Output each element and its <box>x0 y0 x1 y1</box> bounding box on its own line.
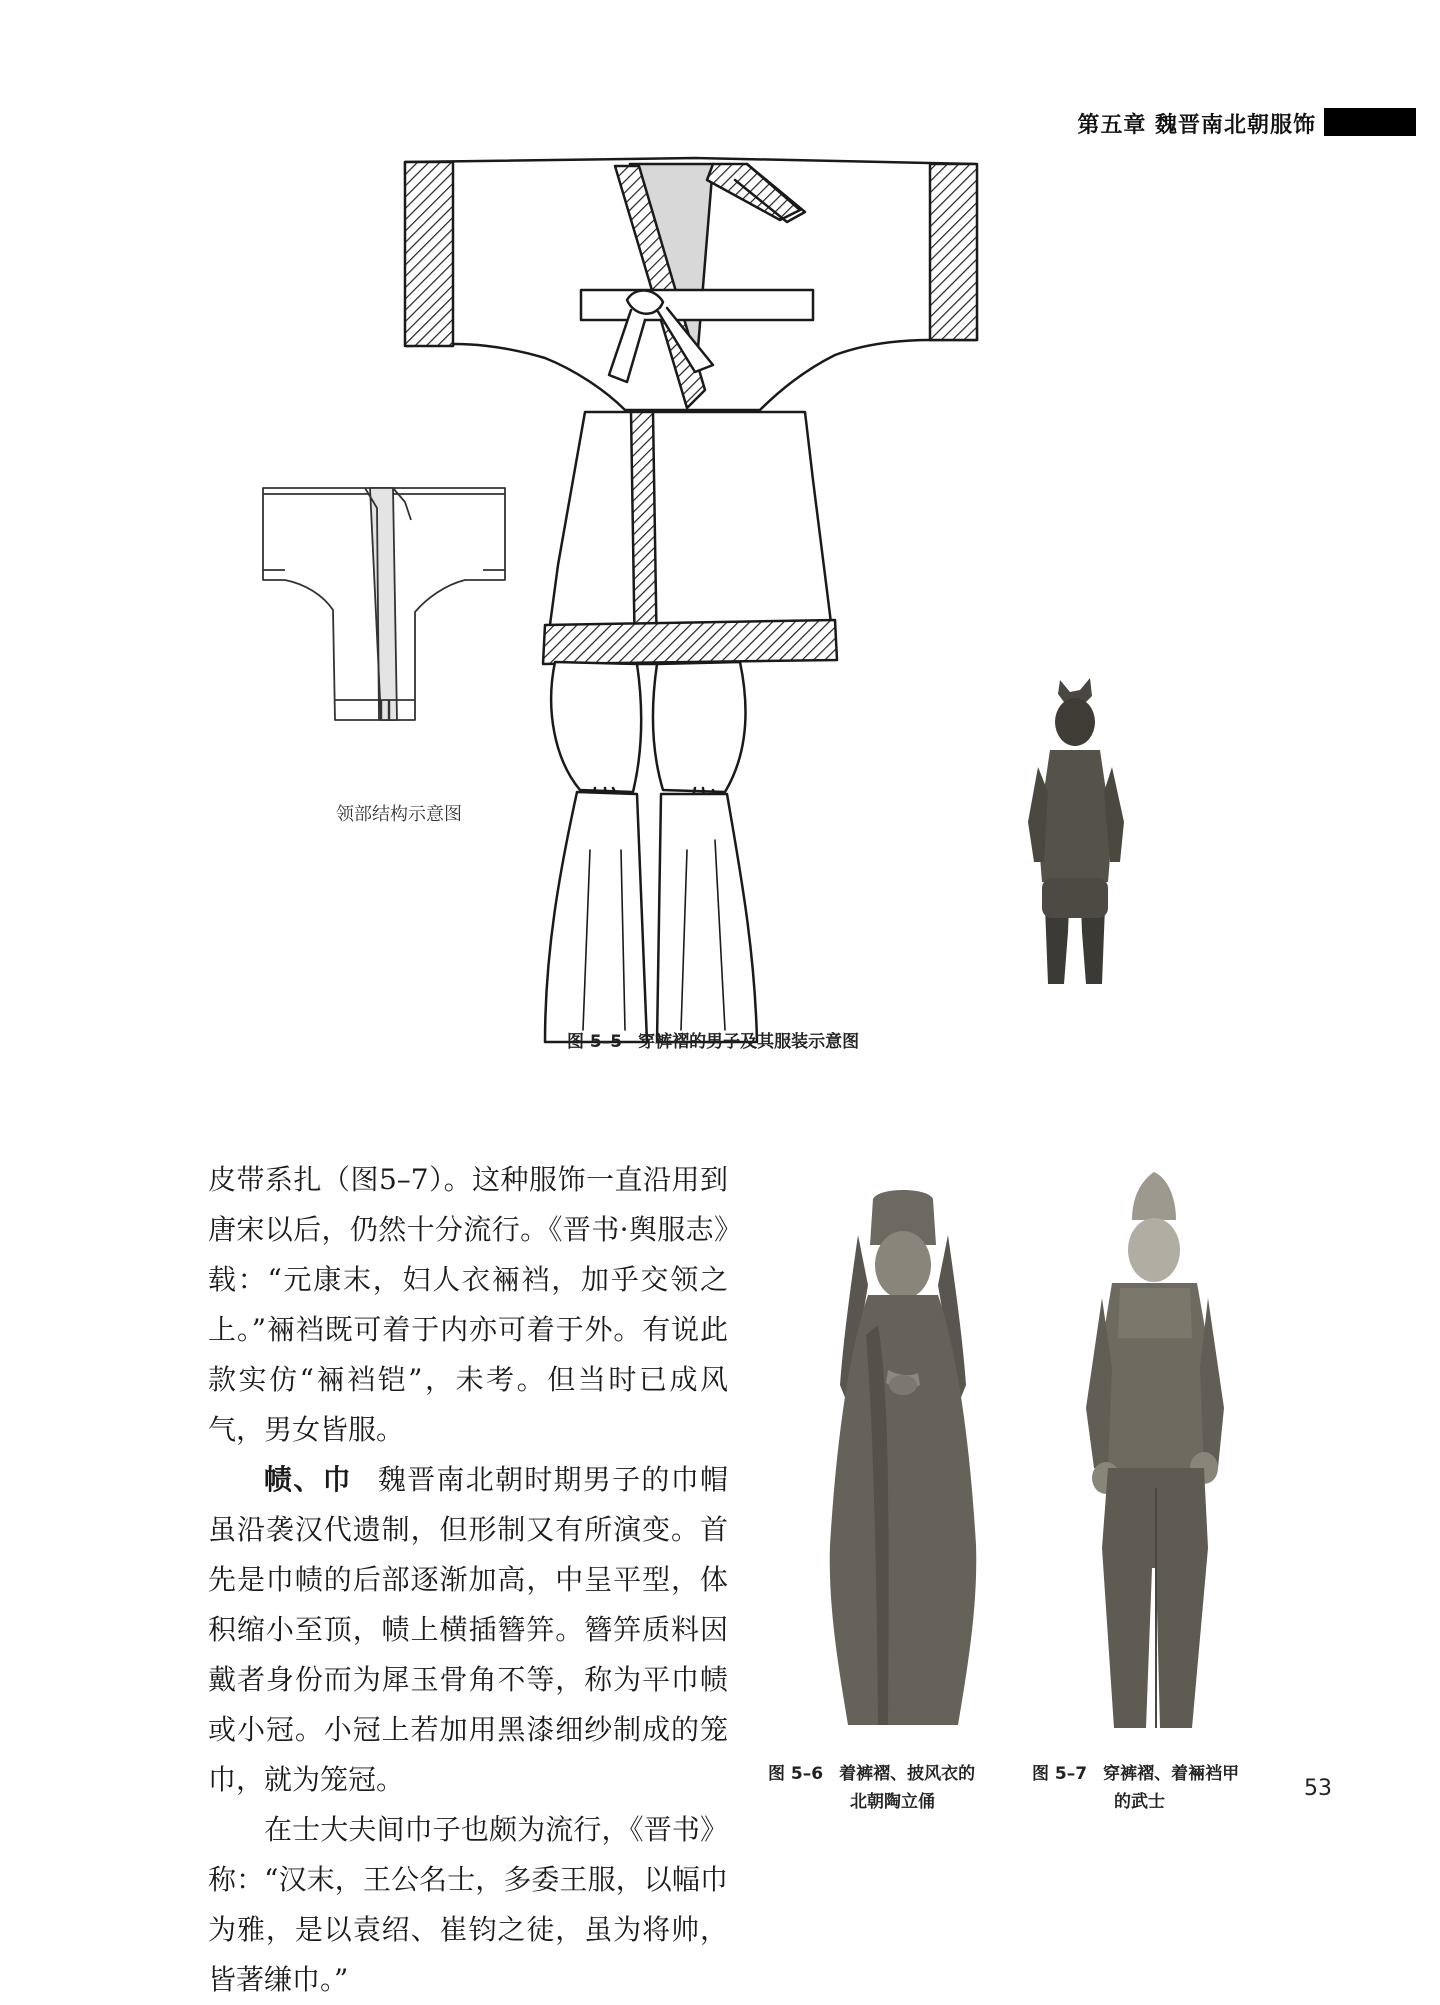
figure-5-6-line2: 北朝陶立俑 <box>850 1792 935 1812</box>
body-text <box>208 1155 728 2005</box>
figure-5-5-caption <box>567 1028 859 1056</box>
header-bar <box>1324 108 1416 136</box>
section-term: 帻、巾 <box>264 1463 352 1496</box>
chapter-header: 第五章 魏晋南北朝服饰 <box>1077 113 1316 138</box>
figure-5-6-photo <box>818 1185 988 1735</box>
figure-5-7-caption <box>1032 1760 1239 1816</box>
figurine-photo-small <box>1020 672 1130 992</box>
figure-5-7-number: 图 5–7 <box>1032 1764 1088 1784</box>
page-number: 53 <box>1304 1776 1332 1801</box>
paragraph-2 <box>208 1455 728 1805</box>
figure-5-7-line2: 的武士 <box>1114 1792 1165 1812</box>
paragraph-1: 皮带系扎（图5–7）。这种服饰一直沿用到唐宋以后，仍然十分流行。《晋书·舆服志》载：“元康末，妇人衣裲裆，加乎交领之上。”裲裆既可着于内亦可着于外。有说此款实仿“裲裆铠”，未考。但当时已成风气，男女皆服。 <box>208 1163 728 1446</box>
figure-5-6-caption <box>768 1760 975 1816</box>
paragraph-2-text: 魏晋南北朝时期男子的巾帽虽沿袭汉代遗制，但形制又有所演变。首先是巾帻的后部逐渐加高，中呈平型，体积缩小至顶，帻上横插簪笄。簪笄质料因戴者身份而为犀玉骨角不等，称为平巾帻或小冠。小冠上若加用黑漆细纱制成的笼巾，就为笼冠。 <box>208 1463 728 1796</box>
figure-5-5-number: 图 5–5 <box>567 1032 623 1052</box>
figure-5-5-title: 穿裤褶的男子及其服装示意图 <box>638 1032 860 1052</box>
figure-5-6-number: 图 5–6 <box>768 1764 824 1784</box>
collar-structure-drawing <box>255 480 515 730</box>
figure-5-7-photo <box>1072 1168 1242 1738</box>
collar-caption: 领部结构示意图 <box>336 804 462 825</box>
figure-5-6-line1: 着裤褶、披风衣的 <box>839 1764 976 1784</box>
figure-5-7-line1: 穿裤褶、着裲裆甲 <box>1103 1764 1240 1784</box>
paragraph-3: 在士大夫间巾子也颇为流行，《晋书》称：“汉末，王公名士，多委王服，以幅巾为雅，是以袁绍、崔钧之徒，虽为将帅，皆著缣巾。” <box>208 1813 728 1996</box>
